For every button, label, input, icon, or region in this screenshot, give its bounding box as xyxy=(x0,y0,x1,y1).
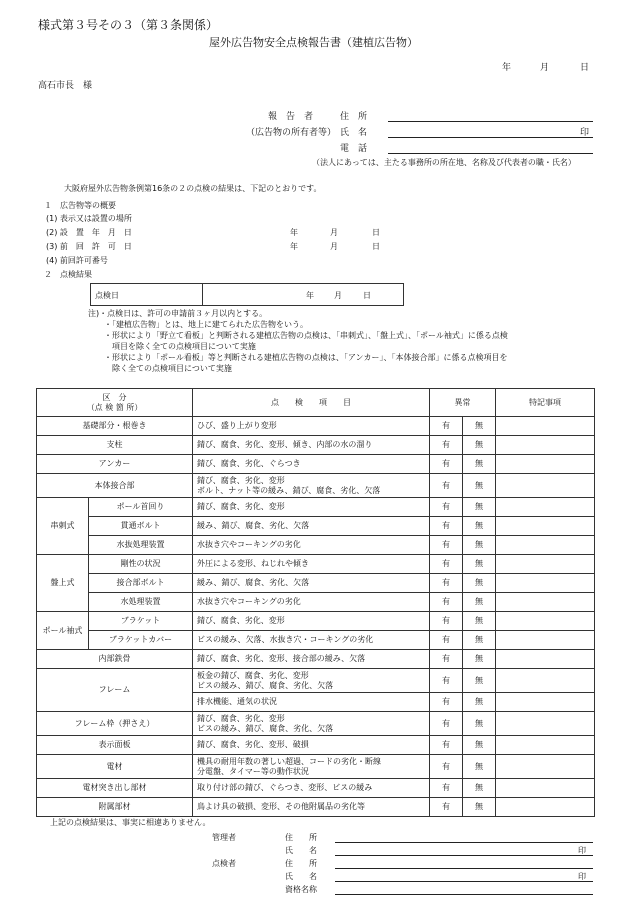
category-cell: 支柱 xyxy=(37,436,193,455)
abnormal-no[interactable]: 無 xyxy=(463,736,496,755)
manager-name-line[interactable] xyxy=(335,855,593,856)
date-year: 年 xyxy=(502,63,512,73)
reporter-label: 報 告 者 xyxy=(268,112,314,122)
section1-item-label: (3) 前 回 許 可 日 xyxy=(46,242,132,251)
item-cell: 錆び、腐食、劣化、ぐらつき xyxy=(193,455,430,474)
abnormal-yes[interactable]: 有 xyxy=(430,612,463,631)
abnormal-no[interactable]: 無 xyxy=(463,574,496,593)
item-cell: 取り付け部の錆び、ぐらつき、変形、ビスの緩み xyxy=(193,779,430,798)
table-header-row xyxy=(37,389,595,417)
item-cell: 機具の耐用年数の著しい超過、コードの劣化・断線 分電盤、タイマー等の動作状況 xyxy=(193,755,430,779)
category-cell: フレーム xyxy=(37,669,193,712)
item-cell: 錆び、腐食、劣化、変形、破損 xyxy=(193,736,430,755)
abnormal-no[interactable]: 無 xyxy=(463,631,496,650)
abnormal-no[interactable]: 無 xyxy=(463,612,496,631)
inspector-name-seal: 印 xyxy=(578,872,586,881)
abnormal-yes[interactable]: 有 xyxy=(430,455,463,474)
table-row xyxy=(37,436,595,455)
remarks-cell[interactable] xyxy=(496,574,595,593)
reporter-seal: 印 xyxy=(580,128,590,138)
table-row xyxy=(37,736,595,755)
inspector-qualification-label: 資格名称 xyxy=(285,885,317,894)
category-cell: 内部鉄骨 xyxy=(37,650,193,669)
manager-address-line[interactable] xyxy=(335,842,593,843)
note-line: ・形状により「野立て看板」と判断される建植広告物の点検は、「串刺式」、「盤上式」、「ポール袖式」に係る点検 xyxy=(104,331,508,340)
abnormal-no[interactable]: 無 xyxy=(463,669,496,693)
table-row xyxy=(37,669,595,693)
reporter-sublabel: （広告物の所有者等） xyxy=(246,128,337,138)
table-row xyxy=(37,455,595,474)
remarks-cell[interactable] xyxy=(496,593,595,612)
item-cell: 錆び、腐食、劣化、変形 xyxy=(193,498,430,517)
category-cell: アンカー xyxy=(37,455,193,474)
table-row xyxy=(37,755,595,779)
table-row xyxy=(37,593,595,612)
abnormal-yes[interactable]: 有 xyxy=(430,669,463,693)
remarks-cell[interactable] xyxy=(496,517,595,536)
table-row xyxy=(37,612,595,631)
footer-statement: 上記の点検結果は、事実に相違ありません。 xyxy=(50,818,211,827)
category-cell: 本体接合部 xyxy=(37,474,193,498)
subcategory-cell: 貫通ボルト xyxy=(89,517,193,536)
abnormal-yes[interactable]: 有 xyxy=(430,693,463,712)
table-row xyxy=(37,555,595,574)
inspector-address-line[interactable] xyxy=(335,868,593,869)
abnormal-no[interactable]: 無 xyxy=(463,455,496,474)
group-cell: 盤上式 xyxy=(37,555,89,612)
item-cell: 排水機能、通気の状況 xyxy=(193,693,430,712)
reporter-note: （法人にあっては、主たる事務所の所在地、名称及び代表者の職・氏名） xyxy=(312,158,576,167)
item-cell: ひび、盛り上がり変形 xyxy=(193,417,430,436)
table-row xyxy=(37,474,595,498)
note-line: 項目を除く全ての点検項目について実施 xyxy=(104,342,256,351)
remarks-cell[interactable] xyxy=(496,498,595,517)
item-cell: 鳥よけ具の破損、変形、その他附属品の劣化等 xyxy=(193,798,430,817)
remarks-cell[interactable] xyxy=(496,798,595,817)
remarks-cell[interactable] xyxy=(496,417,595,436)
item-cell: 板金の錆び、腐食、劣化、変形 ビスの緩み、錆び、腐食、劣化、欠落 xyxy=(193,669,430,693)
inspection-date-month: 月 xyxy=(334,291,342,300)
subcategory-cell: 水抜処理装置 xyxy=(89,536,193,555)
remarks-cell[interactable] xyxy=(496,736,595,755)
inspector-name-line[interactable] xyxy=(335,881,593,882)
addressee: 高石市長 様 xyxy=(38,81,93,91)
remarks-cell[interactable] xyxy=(496,474,595,498)
page-title: 屋外広告物安全点検報告書（建植広告物） xyxy=(209,36,418,49)
section1-item-month: 月 xyxy=(330,228,338,237)
item-cell: 水抜き穴やコーキングの劣化 xyxy=(193,593,430,612)
manager-name-label: 氏 名 xyxy=(285,846,317,855)
inspector-label: 点検者 xyxy=(212,859,236,868)
reporter-name-label: 氏 名 xyxy=(340,128,368,138)
abnormal-yes[interactable]: 有 xyxy=(430,755,463,779)
section1-item-day: 日 xyxy=(372,228,380,237)
date-day: 日 xyxy=(580,63,590,73)
abnormal-no[interactable]: 無 xyxy=(463,798,496,817)
remarks-cell[interactable] xyxy=(496,669,595,693)
abnormal-yes[interactable]: 有 xyxy=(430,736,463,755)
abnormal-yes[interactable]: 有 xyxy=(430,650,463,669)
abnormal-no[interactable]: 無 xyxy=(463,555,496,574)
abnormal-no[interactable]: 無 xyxy=(463,650,496,669)
abnormal-yes[interactable]: 有 xyxy=(430,779,463,798)
remarks-cell[interactable] xyxy=(496,693,595,712)
item-cell: 緩み、錆び、腐食、劣化、欠落 xyxy=(193,517,430,536)
group-cell: 串刺式 xyxy=(37,498,89,555)
abnormal-no[interactable]: 無 xyxy=(463,755,496,779)
subcategory-cell: 剛性の状況 xyxy=(89,555,193,574)
form-number: 様式第３号その３（第３条関係） xyxy=(38,18,219,32)
remarks-cell[interactable] xyxy=(496,536,595,555)
header-category: 区 分 （点 検 箇 所） xyxy=(37,389,193,417)
abnormal-yes[interactable]: 有 xyxy=(430,536,463,555)
section1-item-month: 月 xyxy=(330,242,338,251)
category-cell: 基礎部分・根巻き xyxy=(37,417,193,436)
inspector-name-label: 氏 名 xyxy=(285,872,317,881)
abnormal-no[interactable]: 無 xyxy=(463,693,496,712)
subcategory-cell: ポール首回り xyxy=(89,498,193,517)
category-cell: 電材 xyxy=(37,755,193,779)
reporter-address-line[interactable] xyxy=(388,121,593,122)
subcategory-cell: ブラケット xyxy=(89,612,193,631)
note-line: ・「建植広告物」とは、地上に建てられた広告物をいう。 xyxy=(104,320,308,329)
table-row xyxy=(37,779,595,798)
header-remarks: 特記事項 xyxy=(496,389,595,417)
abnormal-no[interactable]: 無 xyxy=(463,498,496,517)
table-row xyxy=(37,798,595,817)
abnormal-yes[interactable]: 有 xyxy=(430,517,463,536)
table-row xyxy=(37,498,595,517)
table-row xyxy=(37,631,595,650)
item-cell: 緩み、錆び、腐食、劣化、欠落 xyxy=(193,574,430,593)
inspector-qualification-line[interactable] xyxy=(335,894,593,895)
abnormal-yes[interactable]: 有 xyxy=(430,474,463,498)
reporter-phone-line[interactable] xyxy=(388,153,593,154)
abnormal-no[interactable]: 無 xyxy=(463,712,496,736)
inspection-date-box[interactable] xyxy=(90,283,404,306)
manager-address-label: 住 所 xyxy=(285,833,317,842)
section1-item-day: 日 xyxy=(372,242,380,251)
remarks-cell[interactable] xyxy=(496,436,595,455)
manager-name-seal: 印 xyxy=(578,846,586,855)
abnormal-yes[interactable]: 有 xyxy=(430,574,463,593)
abnormal-no[interactable]: 無 xyxy=(463,779,496,798)
note-line: ・形状により「ポール看板」等と判断される建植広告物の点検は、「アンカー」、「本体接合部」に係る点検項目を xyxy=(104,353,508,362)
note-line: 注)・点検日は、許可の申請前３ヶ月以内とする。 xyxy=(88,309,268,318)
category-cell: 表示面板 xyxy=(37,736,193,755)
abnormal-yes[interactable]: 有 xyxy=(430,436,463,455)
abnormal-yes[interactable]: 有 xyxy=(430,593,463,612)
manager-label: 管理者 xyxy=(212,833,236,842)
category-cell: フレーム枠（押さえ） xyxy=(37,712,193,736)
subcategory-cell: ブラケットカバー xyxy=(89,631,193,650)
group-cell: ポール袖式 xyxy=(37,612,89,650)
abnormal-yes[interactable]: 有 xyxy=(430,712,463,736)
remarks-cell[interactable] xyxy=(496,612,595,631)
abnormal-yes[interactable]: 有 xyxy=(430,498,463,517)
header-item: 点 検 項 目 xyxy=(193,389,430,417)
section1-item-label: (2) 設 置 年 月 日 xyxy=(46,228,132,237)
remarks-cell[interactable] xyxy=(496,755,595,779)
abnormal-no[interactable]: 無 xyxy=(463,593,496,612)
item-cell: 錆び、腐食、劣化、変形、傾き、内部の水の溜り xyxy=(193,436,430,455)
remarks-cell[interactable] xyxy=(496,779,595,798)
abnormal-no[interactable]: 無 xyxy=(463,517,496,536)
inspection-table xyxy=(36,388,595,817)
remarks-cell[interactable] xyxy=(496,555,595,574)
item-cell: 錆び、腐食、劣化、変形 ボルト、ナット等の緩み、錆び、腐食、劣化、欠落 xyxy=(193,474,430,498)
abnormal-no[interactable]: 無 xyxy=(463,474,496,498)
reporter-phone-label: 電 話 xyxy=(340,144,368,154)
item-cell: 錆び、腐食、劣化、変形、接合部の緩み、欠落 xyxy=(193,650,430,669)
intro-text: 大阪府屋外広告物条例第16条の２の点検の結果は、下記のとおりです。 xyxy=(64,184,322,193)
inspection-date-year: 年 xyxy=(306,291,314,300)
item-cell: 水抜き穴やコーキングの劣化 xyxy=(193,536,430,555)
note-line: 除く全ての点検項目について実施 xyxy=(104,364,232,373)
item-cell: 錆び、腐食、劣化、変形 xyxy=(193,612,430,631)
table-row xyxy=(37,712,595,736)
remarks-cell[interactable] xyxy=(496,631,595,650)
table-row xyxy=(37,650,595,669)
table-row xyxy=(37,417,595,436)
table-row xyxy=(37,517,595,536)
category-cell: 電材突き出し部材 xyxy=(37,779,193,798)
inspection-date-label: 点検日 xyxy=(95,291,119,300)
table-row xyxy=(37,536,595,555)
subcategory-cell: 接合部ボルト xyxy=(89,574,193,593)
reporter-address-label: 住 所 xyxy=(340,112,368,122)
abnormal-yes[interactable]: 有 xyxy=(430,417,463,436)
section1-item-label: (4) 前回許可番号 xyxy=(46,256,108,265)
subcategory-cell: 水処理装置 xyxy=(89,593,193,612)
abnormal-no[interactable]: 無 xyxy=(463,417,496,436)
inspector-address-label: 住 所 xyxy=(285,859,317,868)
table-row xyxy=(37,574,595,593)
abnormal-no[interactable]: 無 xyxy=(463,436,496,455)
section1-item-year: 年 xyxy=(290,228,298,237)
remarks-cell[interactable] xyxy=(496,455,595,474)
abnormal-yes[interactable]: 有 xyxy=(430,798,463,817)
abnormal-yes[interactable]: 有 xyxy=(430,555,463,574)
abnormal-no[interactable]: 無 xyxy=(463,536,496,555)
section1-title: １ 広告物等の概要 xyxy=(44,201,116,210)
abnormal-yes[interactable]: 有 xyxy=(430,631,463,650)
header-abnormal: 異常 xyxy=(430,389,496,417)
section1-item-year: 年 xyxy=(290,242,298,251)
item-cell: 錆び、腐食、劣化、変形 ビスの緩み、錆び、腐食、劣化、欠落 xyxy=(193,712,430,736)
date-month: 月 xyxy=(540,63,550,73)
item-cell: 外圧による変形、ねじれや傾き xyxy=(193,555,430,574)
remarks-cell[interactable] xyxy=(496,712,595,736)
inspection-date-day: 日 xyxy=(363,291,371,300)
reporter-name-line[interactable] xyxy=(388,137,593,138)
category-cell: 附属部材 xyxy=(37,798,193,817)
section2-title: ２ 点検結果 xyxy=(44,270,92,279)
remarks-cell[interactable] xyxy=(496,650,595,669)
item-cell: ビスの緩み、欠落、水抜き穴・コーキングの劣化 xyxy=(193,631,430,650)
section1-item-label: (1) 表示又は設置の場所 xyxy=(46,214,132,223)
